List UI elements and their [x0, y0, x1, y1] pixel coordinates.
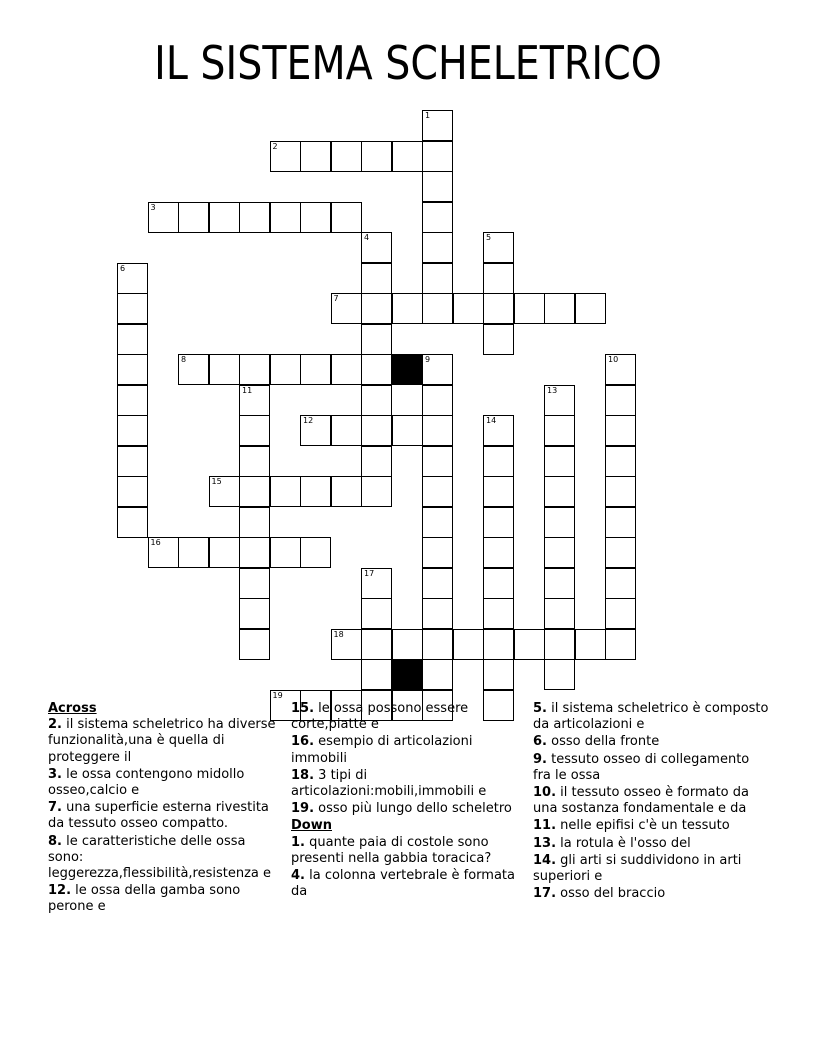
clue-num: 7. — [48, 800, 62, 816]
clue-item — [291, 835, 527, 867]
across-header: Across — [48, 701, 97, 716]
grid-cell[interactable] — [117, 324, 148, 355]
grid-cell[interactable] — [605, 598, 636, 629]
grid-cell[interactable] — [331, 141, 362, 172]
grid-cell[interactable] — [239, 629, 270, 660]
grid-cell[interactable] — [544, 659, 575, 690]
clue-number-5: 5 — [486, 233, 492, 242]
grid-cell[interactable] — [178, 537, 209, 568]
grid-cell[interactable] — [483, 598, 514, 629]
grid-cell[interactable] — [392, 141, 423, 172]
clue-text: le ossa possono essere corte,piatte e — [291, 701, 469, 733]
grid-cell[interactable] — [483, 293, 514, 324]
grid-cell[interactable] — [422, 263, 453, 294]
clue-number-1: 1 — [425, 111, 431, 120]
grid-cell[interactable] — [392, 293, 423, 324]
clue-num: 8. — [48, 833, 62, 849]
grid-cell[interactable] — [331, 415, 362, 446]
grid-cell[interactable] — [239, 385, 270, 416]
clue-number-14: 14 — [486, 416, 497, 425]
grid-cell[interactable] — [361, 415, 392, 446]
clue-item — [533, 701, 769, 733]
clue-text: 3 tipi di articolazioni:mobili,immobili e — [291, 767, 487, 800]
clue-num: 9. — [533, 751, 547, 767]
clue-text: il tessuto osseo è formato da una sostanza fondamentale e da — [533, 785, 749, 817]
grid-cell[interactable] — [514, 293, 545, 324]
grid-cell[interactable] — [300, 141, 331, 172]
grid-cell[interactable] — [239, 568, 270, 599]
grid-cell[interactable] — [361, 232, 392, 263]
clue-item — [533, 734, 769, 750]
grid-cell[interactable] — [422, 476, 453, 507]
clue-item — [291, 868, 527, 900]
clue-text: una superficie esterna rivestita da tessuto osseo compatto. — [48, 800, 269, 832]
grid-cell[interactable] — [483, 446, 514, 477]
grid-cell[interactable] — [605, 385, 636, 416]
clue-text: il sistema scheletrico ha diverse funzionalità,una è quella di proteggere il — [48, 717, 276, 765]
clue-num: 17. — [533, 886, 557, 902]
clue-num: 18. — [291, 767, 315, 783]
clue-item — [533, 853, 769, 885]
grid-cell[interactable] — [605, 446, 636, 477]
clue-number-18: 18 — [333, 629, 344, 639]
clue-number-19: 19 — [272, 690, 283, 700]
clue-text: osso del braccio — [556, 886, 666, 902]
grid-cell[interactable] — [239, 476, 270, 507]
clue-number-12: 12 — [303, 416, 314, 425]
grid-cell[interactable] — [422, 507, 453, 538]
black-cell — [392, 354, 423, 385]
grid-cell[interactable] — [178, 354, 209, 385]
clue-number-3: 3 — [150, 202, 156, 212]
grid-cell[interactable] — [361, 446, 392, 477]
grid-cell[interactable] — [605, 507, 636, 538]
grid-cell[interactable] — [361, 263, 392, 294]
grid-cell[interactable] — [544, 629, 575, 660]
clue-text: osso più lungo dello scheletro — [314, 801, 512, 817]
clues-column-3 — [533, 701, 769, 903]
grid-cell[interactable] — [575, 293, 606, 324]
clue-text: osso della fronte — [546, 734, 660, 750]
grid-cell[interactable] — [544, 476, 575, 507]
grid-cell[interactable] — [270, 141, 301, 172]
grid-cell[interactable] — [422, 202, 453, 233]
clue-item — [533, 752, 769, 784]
grid-cell[interactable] — [117, 507, 148, 538]
grid-cell[interactable] — [422, 141, 453, 172]
grid-cell[interactable] — [331, 293, 362, 324]
grid-cell[interactable] — [422, 293, 453, 324]
grid-cell[interactable] — [422, 354, 453, 385]
clue-text: tessuto osseo di collegamento fra le ossa — [533, 751, 750, 783]
clue-item — [48, 767, 284, 799]
grid-cell[interactable] — [148, 537, 179, 568]
grid-cell[interactable] — [392, 629, 423, 660]
grid-cell[interactable] — [544, 507, 575, 538]
grid-cell[interactable] — [361, 324, 392, 355]
grid-cell[interactable] — [361, 568, 392, 599]
down-header: Down — [291, 818, 332, 834]
grid-cell[interactable] — [605, 415, 636, 446]
grid-cell[interactable] — [422, 537, 453, 568]
clue-number-15: 15 — [211, 477, 222, 486]
grid-cell[interactable] — [483, 537, 514, 568]
grid-cell[interactable] — [605, 537, 636, 568]
grid-cell[interactable] — [483, 415, 514, 446]
grid-cell[interactable] — [270, 537, 301, 568]
grid-cell[interactable] — [239, 202, 270, 233]
grid-cell[interactable] — [239, 354, 270, 385]
clue-num: 4. — [291, 868, 305, 884]
grid-cell[interactable] — [453, 293, 484, 324]
grid-cell[interactable] — [361, 659, 392, 690]
grid-cell[interactable] — [544, 537, 575, 568]
grid-cell[interactable] — [239, 415, 270, 446]
grid-cell[interactable] — [361, 598, 392, 629]
clue-num: 5. — [533, 701, 547, 716]
grid-cell[interactable] — [544, 568, 575, 599]
grid-cell[interactable] — [544, 385, 575, 416]
grid-cell[interactable] — [361, 385, 392, 416]
grid-cell[interactable] — [514, 629, 545, 660]
grid-cell[interactable] — [331, 354, 362, 385]
clue-text: la colonna vertebrale è formata da — [291, 868, 515, 900]
grid-cell[interactable] — [300, 415, 331, 446]
clue-num: 19. — [291, 801, 315, 817]
grid-cell[interactable] — [361, 629, 392, 660]
clue-item — [291, 801, 527, 817]
grid-cell[interactable] — [300, 354, 331, 385]
grid-cell[interactable] — [392, 415, 423, 446]
clue-text: nelle epifisi c'è un tessuto — [556, 818, 730, 834]
grid-cell[interactable] — [148, 202, 179, 233]
grid-cell[interactable] — [300, 537, 331, 568]
grid-cell[interactable] — [483, 659, 514, 690]
grid-cell[interactable] — [178, 202, 209, 233]
grid-cell[interactable] — [300, 476, 331, 507]
clue-num: 16. — [291, 734, 315, 750]
grid-cell[interactable] — [483, 232, 514, 263]
grid-cell[interactable] — [422, 232, 453, 263]
grid-cell[interactable] — [605, 476, 636, 507]
clue-num: 3. — [48, 766, 62, 782]
grid-cell[interactable] — [605, 629, 636, 660]
grid-cell[interactable] — [544, 415, 575, 446]
clue-num: 11. — [533, 818, 557, 834]
clues-column-2 — [291, 701, 527, 901]
grid-cell[interactable] — [270, 202, 301, 233]
clue-text: esempio di articolazioni immobili — [291, 734, 473, 766]
clue-item — [291, 701, 527, 733]
grid-cell[interactable] — [453, 629, 484, 660]
clue-num: 14. — [533, 852, 557, 868]
clue-num: 13. — [533, 835, 557, 851]
grid-cell[interactable] — [270, 354, 301, 385]
grid-cell[interactable] — [117, 415, 148, 446]
grid-cell[interactable] — [361, 476, 392, 507]
clue-number-11: 11 — [242, 385, 253, 395]
grid-cell[interactable] — [422, 659, 453, 690]
across-clue-list-1 — [48, 717, 284, 915]
clue-number-8: 8 — [181, 355, 187, 364]
grid-cell[interactable] — [300, 202, 331, 233]
grid-cell[interactable] — [239, 537, 270, 568]
grid-cell[interactable] — [483, 324, 514, 355]
grid-cell[interactable] — [483, 568, 514, 599]
grid-cell[interactable] — [483, 263, 514, 294]
grid-cell[interactable] — [605, 354, 636, 385]
grid-cell[interactable] — [209, 476, 240, 507]
grid-cell[interactable] — [239, 598, 270, 629]
grid-cell[interactable] — [483, 476, 514, 507]
across-clue-list-2 — [291, 701, 527, 817]
grid-cell[interactable] — [422, 568, 453, 599]
clue-num: 15. — [291, 701, 315, 716]
clue-item — [48, 717, 284, 766]
grid-cell[interactable] — [117, 293, 148, 324]
grid-cell[interactable] — [270, 476, 301, 507]
clue-number-2: 2 — [272, 141, 278, 151]
grid-cell[interactable] — [331, 476, 362, 507]
clue-item — [291, 768, 527, 800]
grid-cell[interactable] — [117, 385, 148, 416]
clue-num: 1. — [291, 834, 305, 850]
grid-cell[interactable] — [209, 202, 240, 233]
grid-cell[interactable] — [361, 293, 392, 324]
clue-text: il sistema scheletrico è composto da articolazioni e — [533, 701, 769, 733]
grid-cell[interactable] — [361, 141, 392, 172]
grid-cell[interactable] — [209, 537, 240, 568]
grid-cell[interactable] — [331, 629, 362, 660]
grid-cell[interactable] — [422, 385, 453, 416]
grid-cell[interactable] — [544, 446, 575, 477]
clue-item — [533, 785, 769, 817]
grid-cell[interactable] — [422, 110, 453, 141]
grid-cell[interactable] — [422, 171, 453, 202]
grid-cell[interactable] — [422, 629, 453, 660]
clue-text: gli arti si suddividono in arti superiori e — [533, 852, 742, 885]
clue-number-4: 4 — [364, 233, 370, 242]
clue-number-16: 16 — [150, 538, 161, 547]
grid-cell[interactable] — [117, 446, 148, 477]
grid-cell[interactable] — [117, 354, 148, 385]
clue-item — [533, 818, 769, 834]
clue-text: le ossa contengono midollo osseo,calcio e — [48, 766, 245, 799]
clue-item — [48, 883, 284, 915]
puzzle-title: IL SISTEMA SCHELETRICO — [154, 36, 662, 90]
clue-item — [533, 886, 769, 902]
grid-cell[interactable] — [544, 293, 575, 324]
clue-num: 12. — [48, 883, 72, 899]
grid-cell[interactable] — [361, 354, 392, 385]
clue-number-7: 7 — [333, 294, 339, 303]
grid-cell[interactable] — [239, 446, 270, 477]
clue-item — [48, 800, 284, 832]
grid-cell[interactable] — [422, 415, 453, 446]
clue-number-10: 10 — [608, 355, 619, 364]
grid-cell[interactable] — [422, 598, 453, 629]
clue-number-9: 9 — [425, 355, 431, 364]
clue-item — [291, 734, 527, 766]
grid-cell[interactable] — [483, 629, 514, 660]
down-clue-list-2 — [533, 701, 769, 902]
clue-number-17: 17 — [364, 568, 375, 578]
grid-cell[interactable] — [544, 598, 575, 629]
clue-text: quante paia di costole sono presenti nella gabbia toracica? — [291, 834, 492, 866]
down-clue-list-1 — [291, 835, 527, 901]
clues-column-1 — [48, 701, 284, 917]
grid-cell[interactable] — [209, 354, 240, 385]
black-cell — [392, 659, 423, 690]
clue-text: le caratteristiche delle ossa sono: leggerezza,flessibilità,resistenza e — [48, 833, 272, 882]
clue-item — [533, 836, 769, 852]
grid-cell[interactable] — [575, 629, 606, 660]
clue-num: 2. — [48, 717, 62, 733]
grid-cell[interactable] — [117, 476, 148, 507]
clue-num: 10. — [533, 785, 557, 801]
clue-text: la rotula è l'osso del — [556, 835, 691, 851]
grid-cell[interactable] — [331, 202, 362, 233]
clue-text: le ossa della gamba sono perone e — [48, 883, 241, 915]
grid-cell[interactable] — [239, 507, 270, 538]
clue-number-6: 6 — [120, 263, 126, 273]
clue-number-13: 13 — [547, 385, 558, 395]
grid-cell[interactable] — [117, 263, 148, 294]
clue-item — [48, 834, 284, 883]
grid-cell[interactable] — [483, 507, 514, 538]
clue-num: 6. — [533, 734, 547, 750]
grid-cell[interactable] — [422, 446, 453, 477]
grid-cell[interactable] — [605, 568, 636, 599]
